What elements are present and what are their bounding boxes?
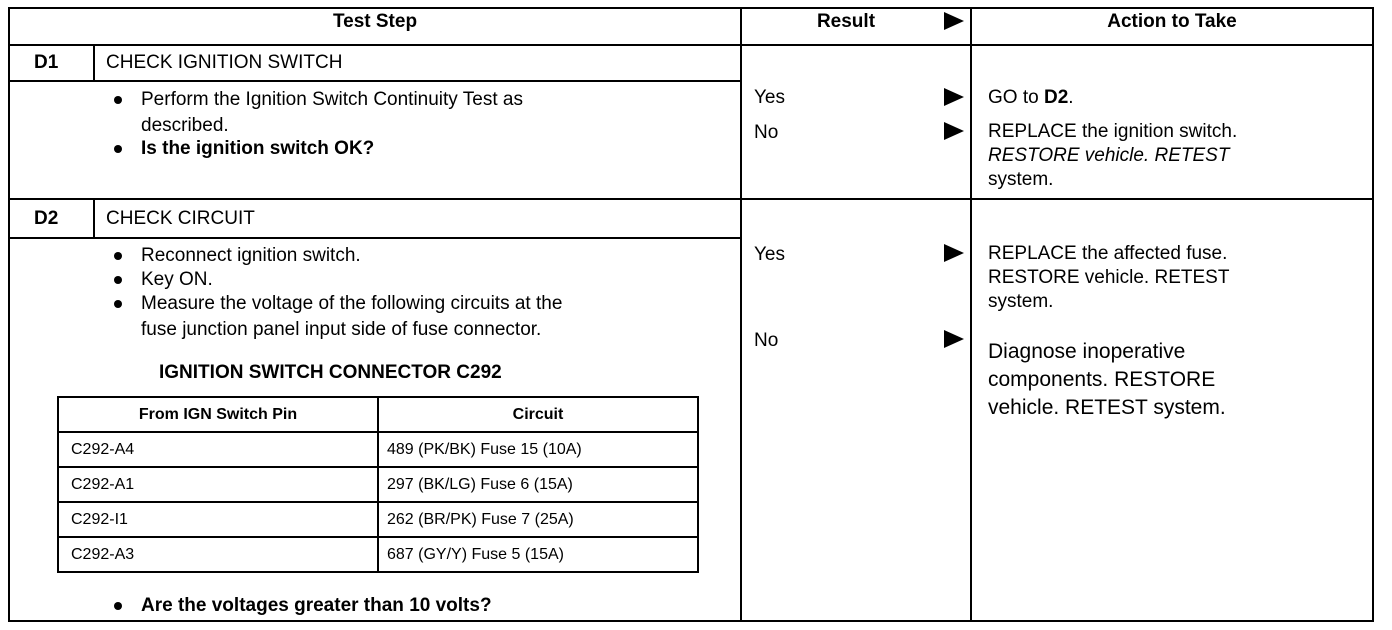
- connector-table-title: IGNITION SWITCH CONNECTOR C292: [159, 362, 502, 383]
- column-header-circuit: Circuit: [378, 397, 698, 432]
- d1-instruction-1-line2: described.: [141, 115, 229, 136]
- d2-instruction-1: Reconnect ignition switch.: [141, 245, 361, 266]
- circuit-cell: 687 (GY/Y) Fuse 5 (15A): [378, 537, 698, 572]
- bullet-icon: [114, 300, 122, 308]
- table-top-border: [8, 7, 1374, 9]
- d2-action-no: Diagnose inoperative components. RESTORE vehicle. RETEST system.: [988, 340, 1226, 419]
- action-column-divider: [970, 7, 972, 622]
- pin-cell: C292-A3: [58, 537, 378, 572]
- d2-question: Are the voltages greater than 10 volts?: [141, 595, 492, 616]
- step-title-d1: CHECK IGNITION SWITCH: [106, 52, 343, 73]
- step-id-d2: D2: [34, 208, 59, 229]
- left-border: [8, 7, 10, 622]
- d2-title-divider: [8, 237, 742, 239]
- row-divider: [8, 198, 1374, 200]
- right-border: [1372, 7, 1374, 622]
- table-row: [58, 467, 698, 502]
- d1-no-arrow-icon: [944, 122, 964, 140]
- column-header-pin: From IGN Switch Pin: [58, 397, 378, 432]
- bullet-icon: [114, 252, 122, 260]
- d2-instruction-3-line1: Measure the voltage of the following circuits at the: [141, 293, 563, 314]
- d1-yes-arrow-icon: [944, 88, 964, 106]
- result-column-divider: [740, 7, 742, 622]
- d2-id-divider: [93, 198, 95, 239]
- d2-result-no: No: [754, 330, 779, 351]
- d1-instruction-2: Is the ignition switch OK?: [141, 138, 375, 159]
- pin-cell: C292-A4: [58, 432, 378, 467]
- table-row: [58, 502, 698, 537]
- circuit-cell: 297 (BK/LG) Fuse 6 (15A): [378, 467, 698, 502]
- d1-action-no: REPLACE the ignition switch. RESTORE vehicle. RETEST system.: [988, 121, 1238, 190]
- pin-cell: C292-A1: [58, 467, 378, 502]
- step-id-d1: D1: [34, 52, 59, 73]
- d2-instruction-2: Key ON.: [141, 269, 213, 290]
- header-action: Action to Take: [1107, 11, 1237, 32]
- step-title-d2: CHECK CIRCUIT: [106, 208, 255, 229]
- d1-id-divider: [93, 44, 95, 82]
- d2-no-arrow-icon: [944, 330, 964, 348]
- circuit-cell: 489 (PK/BK) Fuse 15 (10A): [378, 432, 698, 467]
- d2-yes-arrow-icon: [944, 244, 964, 262]
- d1-action-yes: GO to D2.: [988, 87, 1074, 108]
- table-row: [58, 432, 698, 467]
- d1-title-divider: [8, 80, 742, 82]
- pin-cell: C292-I1: [58, 502, 378, 537]
- bullet-icon: [114, 276, 122, 284]
- table-bottom-border: [8, 620, 1374, 622]
- header-test-step: Test Step: [332, 11, 418, 32]
- d1-result-yes: Yes: [754, 87, 785, 108]
- header-result: Result: [816, 11, 876, 32]
- d1-result-no: No: [754, 122, 779, 143]
- d2-instruction-3-line2: fuse junction panel input side of fuse connector.: [141, 319, 542, 340]
- d2-result-yes: Yes: [754, 244, 785, 265]
- circuit-cell: 262 (BR/PK) Fuse 7 (25A): [378, 502, 698, 537]
- header-arrow-icon: [944, 12, 964, 30]
- bullet-icon: [114, 145, 122, 153]
- table-row: [58, 537, 698, 572]
- d1-instruction-1-line1: Perform the Ignition Switch Continuity Test as: [141, 89, 523, 110]
- table-header-row: [58, 397, 698, 432]
- d2-action-yes: REPLACE the affected fuse. RESTORE vehicle. RETEST system.: [988, 243, 1230, 312]
- bullet-icon: [114, 602, 122, 610]
- connector-table: [57, 396, 699, 573]
- header-bottom-border: [8, 44, 1374, 46]
- bullet-icon: [114, 96, 122, 104]
